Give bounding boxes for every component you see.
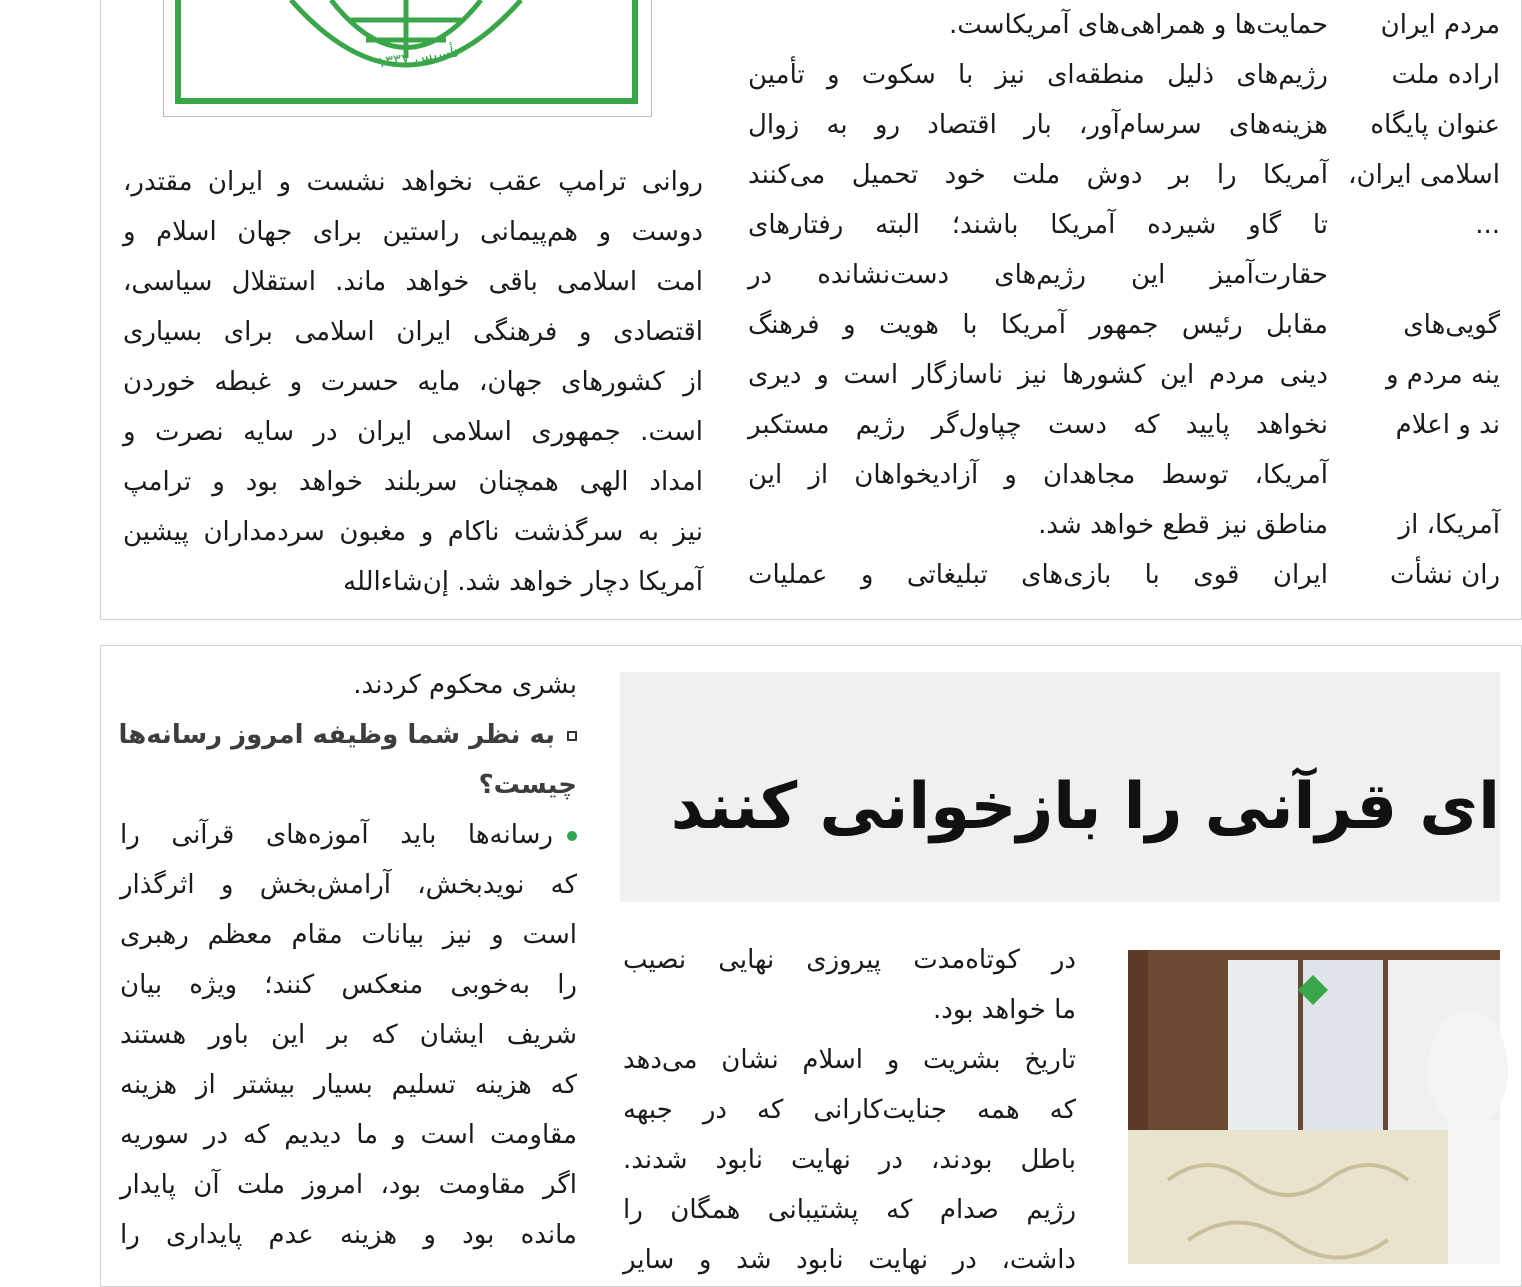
answer-line: شریف ایشان که بر این باور هستند xyxy=(120,1020,577,1050)
text-line: رژیم‌های ذلیل منطقه‌ای نیز با سکوت و تأمین xyxy=(748,60,1328,90)
text-line: اسلامی ایران، xyxy=(1348,160,1500,190)
logo-frame xyxy=(163,0,652,117)
text-line: اراده ملت xyxy=(1391,60,1500,90)
text-line: تا گاو شیرده آمریکا باشند؛ البته رفتارهای xyxy=(748,210,1328,240)
text-line: ران نشأت xyxy=(1390,560,1500,590)
text-line: نخواهد پایید که دست چپاول‌گر رژیم مستکبر xyxy=(748,410,1328,440)
question-text: به نظر شما وظیفه امروز رسانه‌ها xyxy=(118,720,555,750)
top-col-left xyxy=(123,157,703,607)
text-line: آمریکا را بر دوش ملت خود تحمیل می‌کنند xyxy=(748,160,1328,190)
answer-line: مانده بود و هزینه عدم پایداری را xyxy=(120,1220,577,1250)
text-line: حقارت‌آمیز این رژیم‌های دست‌نشانده در xyxy=(748,260,1328,290)
text-line: دینی مردم این کشورها نیز ناسازگار است و دیری xyxy=(748,360,1328,390)
photo-illustration xyxy=(1128,950,1500,1264)
text-line: حمایت‌ها و همراهی‌های آمریکاست. xyxy=(948,10,1328,40)
text-line xyxy=(1375,450,1500,500)
question-line xyxy=(120,710,577,760)
text-line: ما خواهد بود. xyxy=(933,995,1076,1025)
square-bullet-icon xyxy=(567,731,577,741)
text-line: مناطق نیز قطع خواهد شد. xyxy=(1038,510,1328,540)
text-line: آمریکا، از xyxy=(1398,510,1500,540)
top-col-right xyxy=(1348,0,1500,600)
question-line: چیست؟ xyxy=(478,770,577,800)
text-line: است. جمهوری اسلامی ایران در سایه نصرت و xyxy=(123,417,703,447)
text-line: ینه مردم و xyxy=(1385,360,1500,390)
interview-question xyxy=(120,710,577,810)
text-line: آمریکا دچار خواهد شد. إن‌شاءالله xyxy=(343,567,703,597)
logo-caption: تأسیس ۱۳۳۷ xyxy=(376,42,460,72)
bottom-col-left xyxy=(120,660,577,1260)
article-headline: ای قرآنی را بازخوانی کنند xyxy=(670,770,1500,844)
text-line: که همه جنایت‌کارانی که در جبهه xyxy=(623,1095,1076,1125)
text-line: گویی‌های xyxy=(1403,310,1500,340)
text-line: مقابل رئیس جمهور آمریکا با هویت و فرهنگ xyxy=(748,310,1328,340)
answer-line xyxy=(120,810,577,860)
text-line: رژیم صدام که پشتیبانی همگان را xyxy=(623,1195,1076,1225)
answer-line: را به‌خوبی منعکس کنند؛ ویژه بیان xyxy=(120,970,577,1000)
text-line: امداد الهی همچنان سربلند خواهد بود و ترامپ xyxy=(123,467,703,497)
text-line: دوست و هم‌پیمانی راستین برای جهان اسلام و xyxy=(123,217,703,247)
answer-line: که هزینه تسلیم بسیار بیشتر از هزینه xyxy=(120,1070,577,1100)
text-line: آمریکا، توسط مجاهدان و آزادیخواهان از این xyxy=(748,460,1328,490)
text-line: داشت، در نهایت نابود شد و ساير xyxy=(623,1245,1076,1275)
text-line: ند و اعلام xyxy=(1395,410,1500,440)
text-line: روانی ترامپ عقب نخواهد نشست و ایران مقتدر، xyxy=(123,167,703,197)
text-line: باطل بودند، در نهایت نابود شدند. xyxy=(623,1145,1076,1175)
answer-text: رسانه‌ها باید آموزه‌های قرآنی را xyxy=(120,820,553,850)
answer-line: که نویدبخش، آرامش‌بخش و اثرگذار xyxy=(120,870,577,900)
answer-line: مقاومت است و ما دیدیم که در سوریه xyxy=(120,1120,577,1150)
text-line: بشری محکوم کردند. xyxy=(353,670,577,700)
answer-line: است و نیز بیانات مقام معظم رهبری xyxy=(120,920,577,950)
interviewee-photo xyxy=(1128,950,1500,1264)
text-line: ... xyxy=(1475,210,1500,240)
text-line: ایران قوی با بازی‌های تبلیغاتی و عملیات xyxy=(748,560,1328,590)
text-line: اقتصادی و فرهنگی ایران اسلامی برای بسیاری xyxy=(123,317,703,347)
text-line: عنوان پایگاه xyxy=(1370,110,1500,140)
headline-band xyxy=(620,672,1500,902)
green-dot-bullet-icon xyxy=(567,831,577,841)
logo-emblem xyxy=(175,0,638,104)
text-line: امت اسلامی باقی خواهد ماند. استقلال سیاسی، xyxy=(123,267,703,297)
text-line: در کوتاه‌مدت پیروزی نهایی نصیب xyxy=(623,945,1076,975)
text-line: نیز به سرگذشت ناکام و مغبون سردمداران پیشین xyxy=(123,517,703,547)
text-line: هزینه‌های سرسام‌آور، بار اقتصاد رو به زوال xyxy=(748,110,1328,140)
text-line: مردم ایران xyxy=(1380,10,1500,40)
bottom-col-middle xyxy=(623,935,1076,1285)
text-line xyxy=(1375,250,1500,300)
text-line: از کشورهای جهان، مایه حسرت و غبطه خوردن xyxy=(123,367,703,397)
top-col-middle xyxy=(748,0,1328,600)
text-line: تاریخ بشریت و اسلام نشان می‌دهد xyxy=(623,1045,1076,1075)
answer-line: اگر مقاومت بود، امروز ملت آن پایدار xyxy=(120,1170,577,1200)
